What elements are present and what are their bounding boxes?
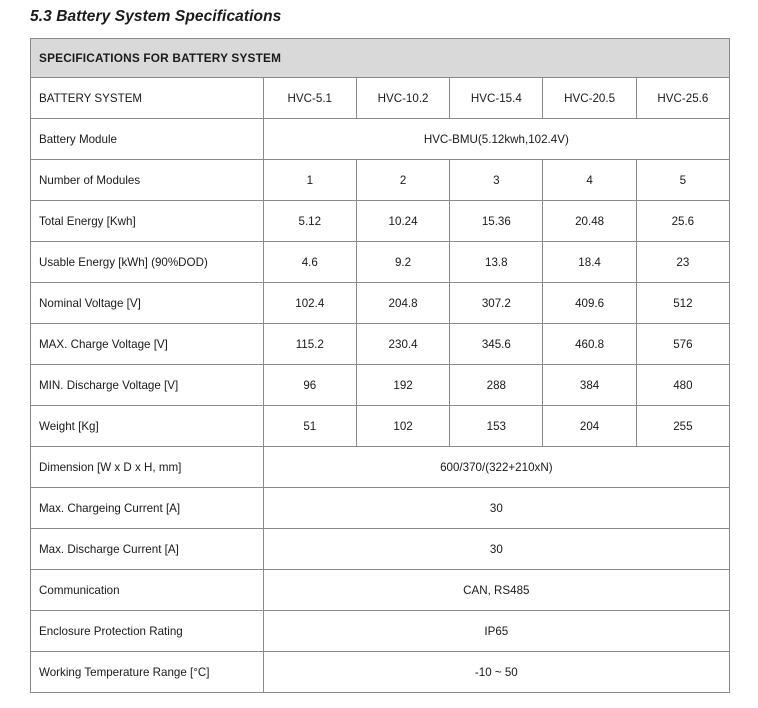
- row-label: Nominal Voltage [V]: [31, 283, 264, 324]
- row-value: 288: [450, 365, 543, 406]
- row-label: MIN. Discharge Voltage [V]: [31, 365, 264, 406]
- row-value: 10.24: [356, 201, 449, 242]
- row-value: 3: [450, 160, 543, 201]
- row-value: 18.4: [543, 242, 636, 283]
- row-value: 1: [263, 160, 356, 201]
- row-value: 102.4: [263, 283, 356, 324]
- table-row: [31, 652, 730, 693]
- page-title: 5.3 Battery System Specifications: [30, 8, 282, 25]
- table-column-header-row: [31, 78, 730, 119]
- table-row: [31, 447, 730, 488]
- table-row: [31, 242, 730, 283]
- row-span-value: HVC-BMU(5.12kwh,102.4V): [263, 119, 729, 160]
- row-value: 345.6: [450, 324, 543, 365]
- table-row: [31, 611, 730, 652]
- row-value: 204: [543, 406, 636, 447]
- row-value: 25.6: [636, 201, 729, 242]
- table-row: [31, 201, 730, 242]
- row-label: Enclosure Protection Rating: [31, 611, 264, 652]
- table-row: [31, 570, 730, 611]
- row-span-value: 30: [263, 488, 729, 529]
- column-header-hvc-25-6: HVC-25.6: [636, 78, 729, 119]
- table-row: [31, 365, 730, 406]
- row-value: 4: [543, 160, 636, 201]
- row-label: Number of Modules: [31, 160, 264, 201]
- row-value: 384: [543, 365, 636, 406]
- row-span-value: CAN, RS485: [263, 570, 729, 611]
- table-header-row: [31, 39, 730, 78]
- column-header-hvc-5-1: HVC-5.1: [263, 78, 356, 119]
- table-row: [31, 529, 730, 570]
- row-value: 4.6: [263, 242, 356, 283]
- battery-spec-table: [30, 38, 730, 693]
- row-label: Usable Energy [kWh] (90%DOD): [31, 242, 264, 283]
- row-value: 230.4: [356, 324, 449, 365]
- row-label: Max. Chargeing Current [A]: [31, 488, 264, 529]
- table-row: [31, 488, 730, 529]
- row-value: 460.8: [543, 324, 636, 365]
- column-header-hvc-20-5: HVC-20.5: [543, 78, 636, 119]
- table-row: [31, 160, 730, 201]
- row-label: Battery Module: [31, 119, 264, 160]
- table-row: [31, 119, 730, 160]
- row-value: 409.6: [543, 283, 636, 324]
- row-value: 255: [636, 406, 729, 447]
- row-value: 13.8: [450, 242, 543, 283]
- row-value: 51: [263, 406, 356, 447]
- row-value: 512: [636, 283, 729, 324]
- row-value: 2: [356, 160, 449, 201]
- row-label: Weight [Kg]: [31, 406, 264, 447]
- row-value: 307.2: [450, 283, 543, 324]
- row-value: 204.8: [356, 283, 449, 324]
- row-value: 153: [450, 406, 543, 447]
- column-header-battery-system: BATTERY SYSTEM: [31, 78, 264, 119]
- battery-spec-table-container: [30, 38, 730, 693]
- table-row: [31, 283, 730, 324]
- row-span-value: 600/370/(322+210xN): [263, 447, 729, 488]
- row-value: 115.2: [263, 324, 356, 365]
- table-header-title: SPECIFICATIONS FOR BATTERY SYSTEM: [31, 39, 730, 78]
- row-value: 5.12: [263, 201, 356, 242]
- row-label: Dimension [W x D x H, mm]: [31, 447, 264, 488]
- table-row: [31, 324, 730, 365]
- document-page: [0, 8, 758, 708]
- row-value: 96: [263, 365, 356, 406]
- row-span-value: -10 ~ 50: [263, 652, 729, 693]
- row-span-value: IP65: [263, 611, 729, 652]
- row-value: 15.36: [450, 201, 543, 242]
- row-label: Working Temperature Range [°C]: [31, 652, 264, 693]
- row-value: 576: [636, 324, 729, 365]
- row-label: Total Energy [Kwh]: [31, 201, 264, 242]
- column-header-hvc-10-2: HVC-10.2: [356, 78, 449, 119]
- row-label: Max. Discharge Current [A]: [31, 529, 264, 570]
- row-value: 480: [636, 365, 729, 406]
- row-span-value: 30: [263, 529, 729, 570]
- row-value: 20.48: [543, 201, 636, 242]
- row-value: 5: [636, 160, 729, 201]
- row-value: 102: [356, 406, 449, 447]
- row-value: 23: [636, 242, 729, 283]
- column-header-hvc-15-4: HVC-15.4: [450, 78, 543, 119]
- row-value: 192: [356, 365, 449, 406]
- row-value: 9.2: [356, 242, 449, 283]
- table-row: [31, 406, 730, 447]
- row-label: MAX. Charge Voltage [V]: [31, 324, 264, 365]
- row-label: Communication: [31, 570, 264, 611]
